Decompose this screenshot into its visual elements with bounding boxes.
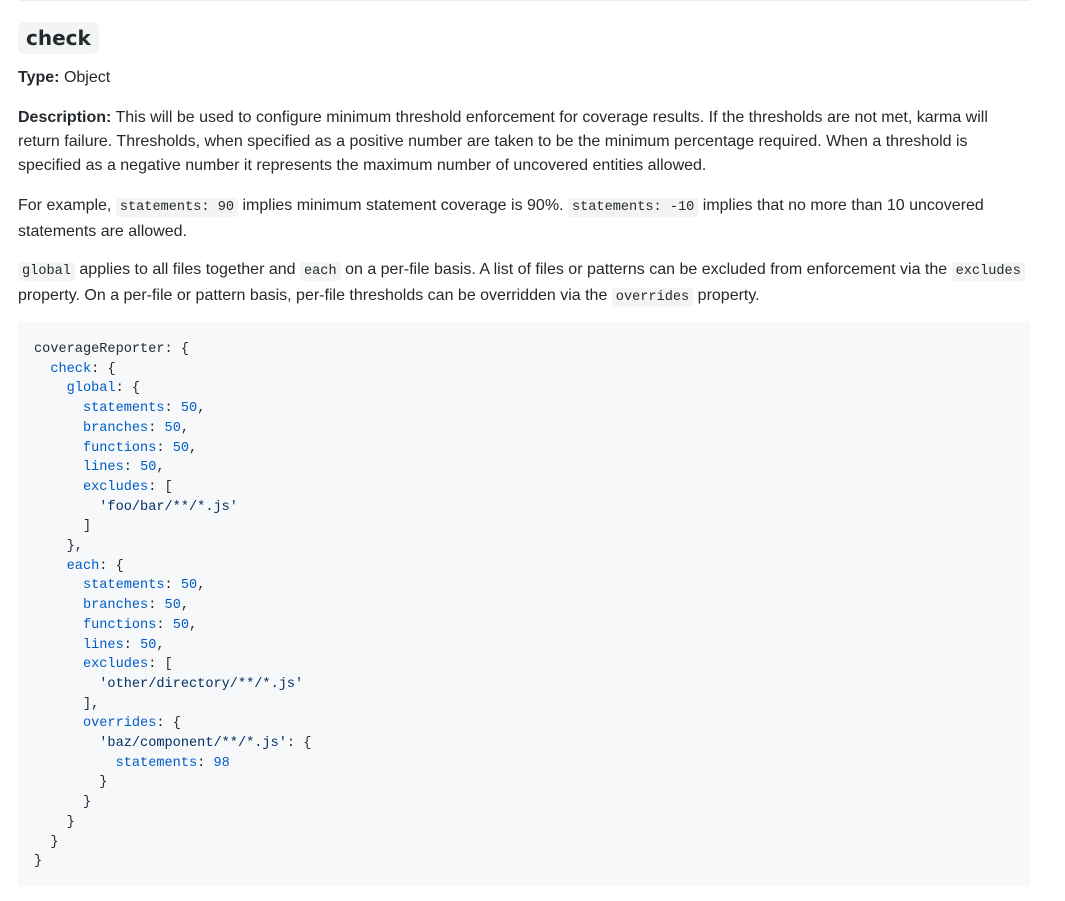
code-text: , [189, 617, 198, 633]
code-text [34, 362, 50, 377]
code-number: 50 [140, 637, 157, 653]
code-text: , [189, 440, 198, 456]
code-line [34, 478, 1014, 498]
code-number: 50 [172, 617, 190, 633]
code-text [34, 559, 67, 574]
code-key: branches [82, 598, 149, 614]
code-text [34, 716, 83, 731]
inline-code: global [18, 262, 75, 281]
code-line [34, 754, 1014, 774]
code-text: : [148, 420, 165, 436]
heading-code: check [18, 22, 99, 54]
inline-code: each [300, 262, 341, 281]
text: implies that no more than 10 uncovered statements are allowed. [18, 197, 984, 240]
code-number: 50 [164, 420, 181, 436]
code-key: statements [115, 755, 198, 771]
code-line [34, 636, 1014, 656]
code-line [34, 596, 1014, 616]
code-line [34, 439, 1014, 459]
code-key: excludes [82, 479, 149, 495]
code-text [34, 756, 116, 771]
code-line [34, 793, 1014, 813]
code-key: lines [82, 460, 124, 476]
global-paragraph [18, 258, 1030, 310]
code-line [34, 458, 1014, 478]
code-text: coverageReporter: { [34, 342, 189, 357]
code-string: 'other/directory/**/*.js' [99, 676, 304, 692]
text: property. On a per-file or pattern basis, per-file thresholds can be overridden via the [18, 287, 612, 304]
divider [20, 0, 1030, 1]
code-line [34, 813, 1014, 833]
code-block[interactable] [18, 322, 1030, 886]
code-text: : [156, 440, 173, 456]
code-line [34, 734, 1014, 754]
type-line [18, 66, 1030, 90]
code-line [34, 773, 1014, 793]
code-text: ] [34, 519, 92, 535]
code-number: 50 [180, 401, 198, 417]
code-text [34, 736, 99, 751]
description-text: This will be used to configure minimum threshold enforcement for coverage results. If the thresholds are not met, karma will return failure. Thresholds, when specified as a positive number are taken to be the minimum percentage required. When a threshold is specified as a negative number it represents the maximum number of uncovered entities allowed. [18, 109, 988, 174]
code-text [34, 677, 99, 692]
code-key: functions [82, 440, 157, 456]
code-text: , [156, 637, 165, 653]
code-key: excludes [82, 657, 149, 673]
code-text [34, 401, 83, 416]
code-line [34, 340, 1014, 360]
code-text: : [164, 401, 181, 417]
code-line [34, 379, 1014, 399]
code-key: branches [82, 420, 149, 436]
description-label: Description: [18, 109, 112, 126]
code-text: : [123, 460, 141, 476]
code-key: global [66, 381, 116, 397]
code-text [34, 598, 83, 613]
code-line [34, 616, 1014, 636]
code-text: } [34, 775, 108, 791]
text: on a per-file basis. A list of files or patterns can be excluded from enforcement via the [340, 261, 952, 278]
code-text: : [164, 578, 181, 594]
code-text [34, 441, 83, 456]
code-number: 50 [180, 578, 198, 594]
code-line [34, 498, 1014, 518]
code-line [34, 537, 1014, 557]
code-text [34, 421, 83, 436]
inline-code: excludes [952, 262, 1025, 281]
code-line [34, 675, 1014, 695]
code-text: , [180, 420, 190, 436]
code-number: 98 [213, 755, 230, 771]
code-text: : { [115, 381, 141, 397]
inline-code: overrides [612, 288, 693, 307]
code-text: , [180, 598, 190, 614]
text: implies minimum statement coverage is 90%. [238, 197, 568, 214]
code-string: 'foo/bar/**/*.js' [99, 499, 238, 515]
code-text: , [197, 401, 206, 417]
type-value: Object [63, 69, 111, 86]
code-text: : [148, 598, 165, 614]
code-text: ], [34, 696, 100, 712]
code-text: } [34, 834, 59, 850]
code-text [34, 500, 99, 515]
code-key: each [66, 558, 100, 574]
code-text [34, 618, 83, 633]
code-line [34, 655, 1014, 675]
code-text: } [34, 795, 92, 811]
code-text: : { [91, 361, 116, 377]
code-key: lines [82, 637, 124, 653]
code-key: statements [82, 578, 165, 594]
text: For example, [18, 197, 116, 214]
type-label: Type: [18, 69, 60, 86]
code-key: functions [82, 617, 157, 633]
inline-code: statements: -10 [568, 198, 698, 217]
code-line [34, 399, 1014, 419]
code-text: , [197, 578, 206, 594]
code-text: } [34, 854, 43, 870]
code-text [34, 460, 83, 475]
code-line [34, 714, 1014, 734]
code-text [34, 657, 83, 672]
code-text [34, 638, 83, 653]
description [18, 106, 1030, 178]
code-text: , [156, 460, 165, 476]
code-text: : { [286, 736, 312, 752]
code-key: statements [82, 401, 165, 417]
text: applies to all files together and [74, 261, 300, 278]
code-key: check [50, 361, 92, 377]
code-text [34, 381, 67, 396]
code-number: 50 [140, 460, 157, 476]
code-text: : [197, 755, 214, 771]
inline-code: statements: 90 [116, 198, 238, 217]
code-text: }, [34, 539, 83, 555]
code-text: : { [99, 558, 124, 574]
code-text: : [156, 617, 173, 633]
code-number: 50 [164, 598, 181, 614]
code-text [34, 480, 83, 495]
code-line [34, 833, 1014, 853]
code-line [34, 695, 1014, 715]
code-number: 50 [172, 440, 190, 456]
code-text: : [123, 637, 141, 653]
code-line [34, 517, 1014, 537]
section-heading [18, 22, 99, 54]
code-line [34, 360, 1014, 380]
code-text: : [ [148, 657, 173, 673]
code-key: overrides [82, 716, 157, 732]
example-paragraph [18, 194, 1030, 244]
code-text [34, 578, 83, 593]
code-string: 'baz/component/**/*.js' [99, 736, 287, 752]
code-line [34, 576, 1014, 596]
code-line [34, 852, 1014, 872]
code-text: : [ [148, 479, 173, 495]
code-text: : { [156, 716, 181, 732]
text: property. [693, 287, 760, 304]
code-line [34, 557, 1014, 577]
code-line [34, 419, 1014, 439]
code-text: } [34, 814, 75, 830]
